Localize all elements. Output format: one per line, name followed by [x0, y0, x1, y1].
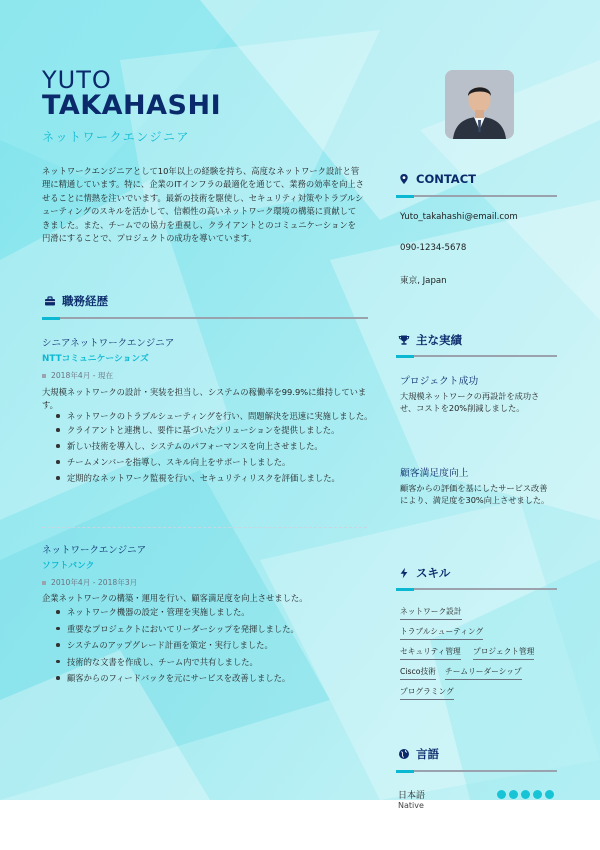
skill-tag: プロジェクト管理 [473, 646, 534, 660]
language-name: 日本語 [398, 791, 426, 801]
experience-heading [44, 293, 108, 309]
job-role: シニアネットワークエンジニア [42, 338, 175, 349]
language-level: Native [398, 801, 424, 810]
job-bullets [55, 606, 375, 684]
skill-tag: トラブルシューティング [400, 626, 483, 640]
job-title: ネットワークエンジニア [42, 130, 190, 144]
languages-heading-label: 言語 [416, 747, 439, 761]
profile-photo [445, 70, 514, 139]
job-bullet: ネットワーク機器の設定・管理を実施しました。 [55, 606, 375, 618]
last-name: TAKAHASHI [42, 90, 222, 121]
achievements-rule [396, 355, 557, 357]
job-bullet: 顧客からのフィードバックを元にサービスを改善しました。 [55, 672, 375, 684]
achievement-description: 大規模ネットワークの再設計を成功させ、コストを20%削減しました。 [400, 391, 540, 413]
contact-heading-label: CONTACT [416, 172, 476, 186]
job-divider [42, 527, 367, 528]
job-bullet: 技術的な文書を作成し、チーム内で共有しました。 [55, 656, 375, 668]
calendar-marker-icon [42, 581, 46, 585]
job-period [42, 370, 113, 381]
proficiency-dot [545, 790, 554, 799]
achievement-title: 顧客満足度向上 [400, 468, 469, 479]
job-bullet: 重要なプロジェクトにおいてリーダーシップを発揮しました。 [55, 623, 375, 635]
job-bullet: ネットワークのトラブルシューティングを行い、問題解決を迅速に実施しました。 [55, 410, 375, 422]
proficiency-dot [497, 790, 506, 799]
achievements-heading [398, 332, 462, 348]
skill-tag: Cisco技術 [400, 666, 436, 680]
job-bullets [55, 410, 375, 484]
job-bullet: システムのアップグレード計画を策定・実行しました。 [55, 639, 375, 651]
job-period-text: 2010年4月 - 2018年3月 [51, 578, 138, 587]
skill-tag: セキュリティ管理 [400, 646, 461, 660]
first-name: YUTO [42, 66, 112, 94]
skill-tag: チームリーダーシップ [445, 666, 522, 680]
calendar-marker-icon [42, 374, 46, 378]
skills-heading [398, 565, 450, 581]
job-bullet: クライアントと連携し、要件に基づいたソリューションを提供しました。 [55, 424, 375, 436]
achievement-description: 顧客からの評価を基にしたサービス改善により、満足度を30%向上させました。 [400, 483, 550, 505]
skill-tag: プログラミング [400, 686, 454, 700]
experience-heading-label: 職務経歴 [62, 294, 108, 308]
location-pin-icon [398, 173, 410, 185]
experience-rule [42, 317, 368, 319]
profile-summary: ネットワークエンジニアとして10年以上の経験を持ち、高度なネットワーク設計と管理に精通しています。特に、企業のITインフラの最適化を通じて、業務の効率を向上させることに情熱を注いでいます。最新の技術を駆使し、セキュリティ対策やトラブルシューティングのスキルを活かして、信頼性の高いネットワーク環境の構築に貢献してきました。また、チームでの協力を重視し、クライアントとのコミュニケーションを円滑にすることで、プロジェクトの成功を導いています。 [42, 166, 364, 244]
job-company: ソフトバンク [42, 561, 95, 571]
contact-location: 東京, Japan [400, 276, 447, 286]
briefcase-icon [44, 295, 56, 307]
skills-heading-label: スキル [416, 566, 451, 580]
job-company: NTTコミュニケーションズ [42, 354, 149, 364]
globe-icon [398, 748, 410, 760]
proficiency-dot [509, 790, 518, 799]
job-period [42, 577, 137, 588]
proficiency-dot [521, 790, 530, 799]
contact-heading [398, 172, 476, 186]
languages-rule [396, 770, 557, 772]
skills-rule [396, 588, 557, 590]
job-description: 大規模ネットワークの設計・実装を担当し、システムの稼働率を99.9%に維持しています。 [42, 387, 367, 410]
job-bullet: 定期的なネットワーク監視を行い、セキュリティリスクを評価しました。 [55, 472, 375, 484]
job-bullet: チームメンバーを指導し、スキル向上をサポートしました。 [55, 456, 375, 468]
achievements-heading-label: 主な実績 [416, 333, 462, 347]
proficiency-dot [533, 790, 542, 799]
contact-rule [396, 195, 557, 197]
job-role: ネットワークエンジニア [42, 545, 147, 556]
job-bullet: 新しい技術を導入し、システムのパフォーマンスを向上させました。 [55, 440, 375, 452]
skill-tag: ネットワーク設計 [400, 606, 462, 620]
trophy-icon [398, 334, 410, 346]
contact-email[interactable]: Yuto_takahashi@email.com [400, 212, 518, 222]
job-description: 企業ネットワークの構築・運用を行い、顧客満足度を向上させました。 [42, 593, 308, 603]
achievement-title: プロジェクト成功 [400, 376, 479, 387]
job-period-text: 2018年4月 - 現在 [51, 371, 114, 380]
languages-heading [398, 746, 439, 762]
contact-phone[interactable]: 090-1234-5678 [400, 243, 467, 253]
language-proficiency-dots [497, 790, 554, 799]
lightning-icon [398, 567, 410, 579]
